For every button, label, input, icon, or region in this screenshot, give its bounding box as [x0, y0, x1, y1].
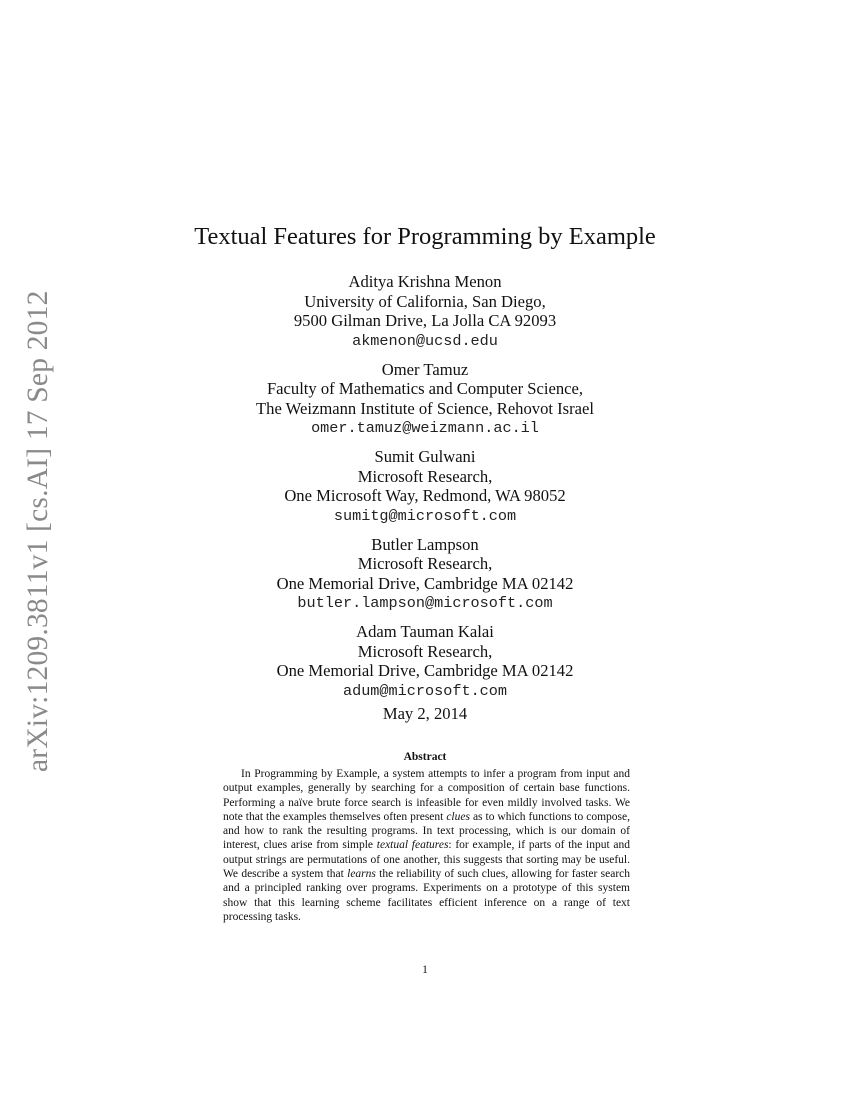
author-name: Adam Tauman Kalai	[356, 622, 494, 641]
author-email: akmenon@ucsd.edu	[352, 331, 498, 350]
page-number: 1	[422, 964, 428, 976]
author-email: butler.lampson@microsoft.com	[297, 594, 553, 612]
author-affiliation: University of California, San Diego,	[304, 291, 546, 311]
author-email: adum@microsoft.com	[342, 681, 508, 700]
abstract-text: : for example, if parts of the input and output strings are permutations of one another, this suggests that sorting may be useful. We describe a system that	[223, 839, 630, 881]
abstract-emphasis: textual features	[376, 839, 449, 852]
paper-title: Textual Features for Programming by Example	[194, 223, 656, 250]
author-affiliation: The Weizmann Institute of Science, Rehovot Israel	[256, 398, 594, 418]
author-affiliation: One Memorial Drive, Cambridge MA 02142	[276, 661, 574, 680]
author-affiliation: Microsoft Research,	[357, 641, 493, 661]
author-block	[0, 535, 850, 614]
author-name: Aditya Krishna Menon	[348, 272, 502, 291]
author-affiliation: 9500 Gilman Drive, La Jolla CA 92093	[293, 311, 557, 330]
author-block	[0, 447, 850, 526]
abstract-text: the reliability of such clues, allowing for faster search and a principled ranking over programs. Experiments on a prototype of this system show that this learning scheme facilitates efficient inference on a range of text processing tasks.	[223, 868, 630, 923]
author-block	[0, 272, 850, 351]
author-name: Butler Lampson	[371, 534, 479, 554]
publication-date: May 2, 2014	[382, 704, 468, 723]
author-affiliation: Faculty of Mathematics and Computer Science,	[266, 379, 584, 398]
abstract-body	[223, 767, 630, 924]
author-affiliation: One Memorial Drive, Cambridge MA 02142	[276, 573, 574, 593]
author-affiliation: Microsoft Research,	[357, 554, 493, 573]
abstract-emphasis: clues	[446, 810, 470, 823]
abstract-text: as to which functions to compose, and how to rank the resulting programs. In text processing, which is our domain of interest, clues arise from simple	[223, 810, 630, 852]
author-list	[0, 272, 850, 710]
author-affiliation: Microsoft Research,	[357, 466, 493, 486]
author-email: omer.tamuz@weizmann.ac.il	[311, 419, 539, 437]
author-block	[0, 360, 850, 439]
abstract-heading: Abstract	[403, 751, 447, 763]
author-block	[0, 622, 850, 701]
arxiv-identifier-stamp: arXiv:1209.3811v1 [cs.AI] 17 Sep 2012	[22, 290, 54, 772]
author-name: Omer Tamuz	[381, 359, 469, 379]
author-name: Sumit Gulwani	[374, 447, 476, 466]
author-email: sumitg@microsoft.com	[333, 506, 517, 525]
abstract-paragraph	[223, 767, 630, 924]
author-affiliation: One Microsoft Way, Redmond, WA 98052	[284, 486, 566, 505]
abstract-emphasis: learns	[347, 868, 376, 881]
abstract-text: In Programming by Example, a system attempts to infer a program from input and output examples, generally by searching for a composition of certain base functions. Performing a naïve brute force search is infeasible for even mildly involved tasks. We note that the examples themselves often present	[223, 768, 630, 823]
